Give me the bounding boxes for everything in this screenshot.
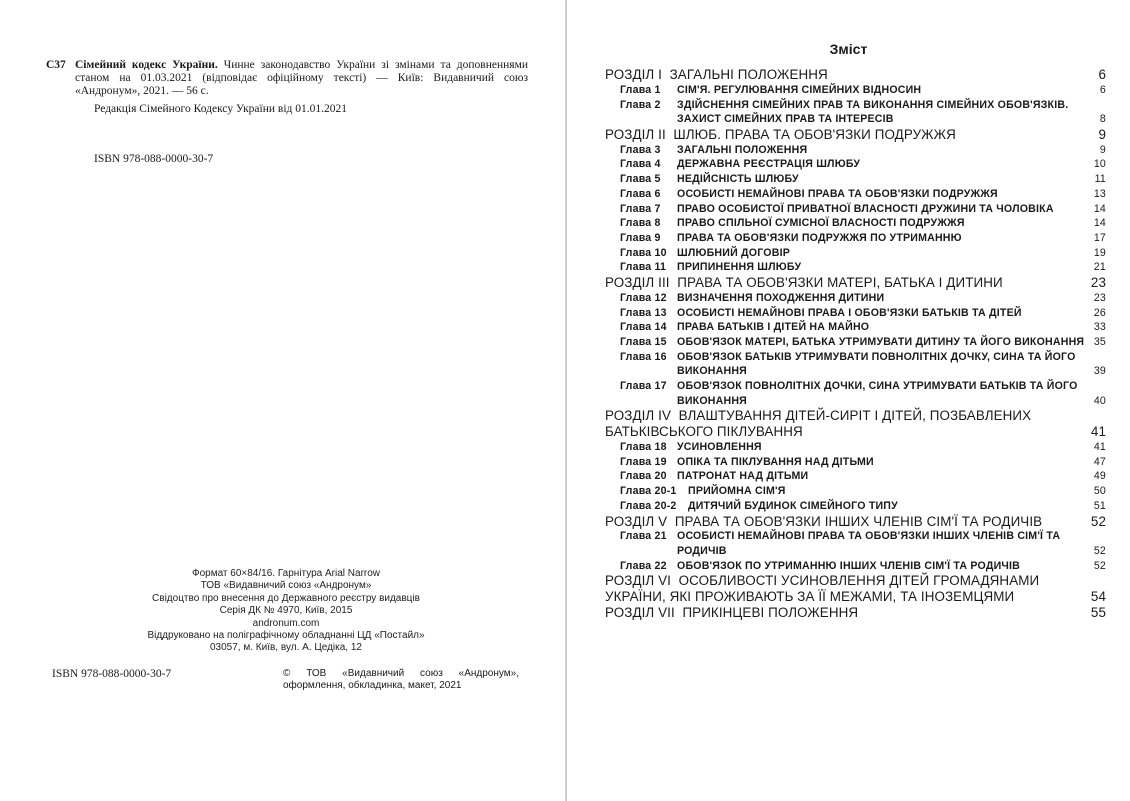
toc-chapter-label: Глава 7	[620, 202, 661, 215]
toc-section-label: РОЗДІЛ VI	[605, 573, 671, 589]
toc-chapter-title: ОБОВ'ЯЗОК БАТЬКІВ УТРИМУВАТИ ПОВНОЛІТНІХ ДОЧКУ, СИНА ТА ЙОГО ВИКОНАННЯ	[677, 350, 1076, 378]
copyright-sign: ©	[283, 668, 291, 679]
toc-chapter-entry	[605, 484, 1106, 499]
toc-chapter-entry	[605, 216, 1106, 231]
toc-section-title: ОСОБЛИВОСТІ УСИНОВЛЕННЯ ДІТЕЙ ГРОМАДЯНАМИ УКРАЇНИ, ЯКІ ПРОЖИВАЮТЬ ЗА ЇЇ МЕЖАМИ, ТА ІНОЗЕМЦЯМИ	[605, 573, 1044, 605]
toc-page-number: 19	[1093, 246, 1106, 259]
toc-page-number: 14	[1093, 217, 1106, 230]
toc-chapter-title: ПАТРОНАТ НАД ДІТЬМИ	[677, 470, 809, 483]
toc-section-entry	[605, 605, 1106, 621]
toc-chapter-text	[605, 469, 1088, 484]
toc-section-title: ПРАВА ТА ОБОВ'ЯЗКИ МАТЕРІ, БАТЬКА І ДИТИНИ	[669, 275, 1003, 291]
toc-chapter-label: Глава 4	[620, 158, 661, 171]
toc-section-entry	[605, 514, 1106, 530]
toc-section-text	[605, 514, 1085, 530]
toc-chapter-entry	[605, 559, 1106, 574]
toc-section-text	[605, 275, 1085, 291]
toc-chapter-entry	[605, 335, 1106, 350]
toc-page-number: 41	[1090, 424, 1106, 440]
toc-chapter-text	[605, 440, 1088, 455]
toc-chapter-text	[605, 187, 1088, 202]
toc-section-title: ПРАВА ТА ОБОВ'ЯЗКИ ІНШИХ ЧЛЕНІВ СІМ'Ї ТА РОДИЧІВ	[667, 513, 1043, 529]
toc-page-number: 33	[1093, 321, 1106, 334]
toc-section-title: ШЛЮБ. ПРАВА ТА ОБОВ'ЯЗКИ ПОДРУЖЖЯ	[665, 126, 956, 142]
toc-chapter-text	[605, 559, 1088, 574]
toc-chapter-text	[605, 260, 1088, 275]
toc-chapter-entry	[605, 379, 1106, 408]
toc-page-number: 21	[1093, 261, 1106, 274]
toc-chapter-entry	[605, 143, 1106, 158]
toc-page-number: 23	[1093, 291, 1106, 304]
toc-chapter-entry	[605, 529, 1106, 558]
toc-chapter-label: Глава 22	[620, 559, 667, 572]
toc-section-label: РОЗДІЛ IV	[605, 408, 671, 424]
toc-chapter-entry	[605, 499, 1106, 514]
toc-page-number: 54	[1090, 589, 1106, 605]
toc-section-entry	[605, 67, 1106, 83]
toc-chapter-text	[605, 216, 1088, 231]
toc-chapter-title: ОСОБИСТІ НЕМАЙНОВІ ПРАВА І ОБОВ'ЯЗКИ БАТЬКІВ ТА ДІТЕЙ	[677, 306, 1022, 319]
toc-page-number: 52	[1093, 545, 1106, 558]
toc-chapter-text	[605, 484, 1088, 499]
toc-chapter-label: Глава 8	[620, 217, 661, 230]
toc-section-title: ПРИКІНЦЕВІ ПОЛОЖЕННЯ	[674, 605, 859, 621]
toc-page-number: 9	[1099, 143, 1106, 156]
toc-chapter-title: ШЛЮБНИЙ ДОГОВІР	[677, 246, 790, 259]
toc-page-number: 6	[1099, 83, 1106, 96]
toc-chapter-label: Глава 6	[620, 187, 661, 200]
toc-chapter-label: Глава 15	[620, 335, 667, 348]
toc-chapter-label: Глава 13	[620, 306, 667, 319]
toc-chapter-label: Глава 19	[620, 455, 667, 468]
copyright-word: союз	[420, 668, 443, 679]
toc-chapter-label: Глава 20-1	[620, 485, 677, 498]
imprint-line: ТОВ «Видавничий союз «Андронум»	[200, 580, 372, 592]
copyright-line: оформлення, обкладинка, макет, 2021	[283, 680, 462, 692]
toc-chapter-title: ПРАВО СПІЛЬНОЇ СУМІСНОЇ ВЛАСНОСТІ ПОДРУЖЖЯ	[677, 217, 965, 230]
toc-chapter-title: НЕДІЙСНІСТЬ ШЛЮБУ	[677, 173, 799, 186]
toc-page-number: 39	[1093, 365, 1106, 378]
toc-page-number: 9	[1098, 126, 1106, 142]
isbn-bottom: ISBN 978-088-0000-30-7	[52, 668, 172, 680]
copyright-word: «Андронум»,	[458, 668, 519, 679]
toc-page-number: 17	[1093, 231, 1106, 244]
toc-chapter-text	[605, 350, 1088, 379]
toc-chapter-title: ЗАГАЛЬНІ ПОЛОЖЕННЯ	[677, 143, 808, 156]
toc-chapter-text	[605, 306, 1088, 321]
toc-page-number: 26	[1093, 306, 1106, 319]
copyright-block	[283, 668, 519, 693]
toc-page-number: 14	[1093, 202, 1106, 215]
toc-chapter-entry	[605, 187, 1106, 202]
toc-chapter-title: УСИНОВЛЕННЯ	[677, 441, 762, 454]
toc-chapter-label: Глава 16	[620, 350, 667, 363]
toc-chapter-title: СІМ'Я. РЕГУЛЮВАННЯ СІМЕЙНИХ ВІДНОСИН	[677, 83, 922, 96]
toc-chapter-entry	[605, 172, 1106, 187]
toc-page-number: 23	[1090, 275, 1106, 291]
toc-page-number: 50	[1093, 485, 1106, 498]
toc-section-label: РОЗДІЛ І	[605, 67, 662, 82]
catalog-title: Сімейний кодекс України.	[75, 59, 218, 71]
toc-chapter-label: Глава 21	[620, 530, 667, 543]
catalog-description-text: Чинне законодавство України зі змінами та доповненнями станом на 01.03.2021 (відповідає офіційному тексті) — Київ: Видавничий союз «Андронум», 2021. — 56 с.	[75, 59, 529, 97]
toc-chapter-title: ВИЗНАЧЕННЯ ПОХОДЖЕННЯ ДИТИНИ	[677, 291, 885, 304]
toc-chapter-text	[605, 98, 1094, 127]
toc-chapter-entry	[605, 440, 1106, 455]
toc-chapter-label: Глава 10	[620, 246, 667, 259]
toc-section-label: РОЗДІЛ V	[605, 513, 668, 529]
toc-section-text	[605, 573, 1085, 605]
toc-chapter-entry	[605, 350, 1106, 379]
toc-chapter-text	[605, 83, 1094, 98]
toc-chapter-entry	[605, 291, 1106, 306]
toc-chapter-entry	[605, 98, 1106, 127]
toc-chapter-entry	[605, 83, 1106, 98]
table-of-contents	[605, 67, 1106, 621]
toc-page-number: 52	[1090, 513, 1106, 529]
toc-chapter-entry	[605, 231, 1106, 246]
toc-section-entry	[605, 408, 1106, 440]
toc-section-entry	[605, 573, 1106, 605]
toc-chapter-text	[605, 320, 1088, 335]
catalog-description	[75, 59, 528, 98]
toc-page-number: 13	[1093, 187, 1106, 200]
toc-chapter-text	[605, 231, 1088, 246]
toc-page-number: 49	[1093, 470, 1106, 483]
toc-page-number: 11	[1094, 173, 1106, 186]
toc-chapter-label: Глава 18	[620, 441, 667, 454]
toc-chapter-title: ПРАВО ОСОБИСТОЇ ПРИВАТНОЇ ВЛАСНОСТІ ДРУЖИНИ ТА ЧОЛОВІКА	[677, 202, 1054, 215]
toc-chapter-title: ОСОБИСТІ НЕМАЙНОВІ ПРАВА ТА ОБОВ'ЯЗКИ ПОДРУЖЖЯ	[677, 187, 998, 200]
toc-chapter-label: Глава 20	[620, 470, 667, 483]
toc-section-text	[605, 605, 1085, 621]
toc-page-number: 10	[1093, 158, 1106, 171]
toc-chapter-text	[605, 455, 1088, 470]
copyright-word: ТОВ	[306, 668, 327, 679]
imprint-line: Віддруковано на поліграфічному обладнанні ЦД «Постайл»	[147, 630, 425, 642]
toc-chapter-text	[605, 172, 1089, 187]
toc-chapter-title: ПРАВА БАТЬКІВ І ДІТЕЙ НА МАЙНО	[677, 321, 870, 334]
copyright-word: «Видавничий	[342, 668, 405, 679]
toc-chapter-title: ОСОБИСТІ НЕМАЙНОВІ ПРАВА ТА ОБОВ'ЯЗКИ ІНШИХ ЧЛЕНІВ СІМ'Ї ТА РОДИЧІВ	[677, 530, 1061, 558]
toc-page-number: 41	[1093, 441, 1106, 454]
toc-chapter-text	[605, 499, 1088, 514]
toc-section-entry	[605, 127, 1106, 143]
imprint-line: 03057, м. Київ, вул. А. Цедіка, 12	[210, 642, 362, 654]
toc-section-text	[605, 408, 1085, 440]
redaction-note: Редакція Сімейного Кодексу України від 01.01.2021	[94, 103, 348, 115]
isbn-top: ISBN 978-088-0000-30-7	[94, 153, 214, 165]
toc-page-number: 40	[1093, 394, 1106, 407]
toc-chapter-title: ПРИПИНЕННЯ ШЛЮБУ	[677, 261, 802, 274]
toc-chapter-entry	[605, 157, 1106, 172]
toc-chapter-entry	[605, 469, 1106, 484]
catalog-code: С37	[46, 59, 66, 71]
toc-section-entry	[605, 275, 1106, 291]
imprint-line: Свідоцтво про внесення до Державного реєстру видавців	[152, 592, 420, 604]
toc-chapter-entry	[605, 260, 1106, 275]
toc-chapter-entry	[605, 202, 1106, 217]
toc-chapter-label: Глава 9	[620, 231, 661, 244]
toc-chapter-label: Глава 17	[620, 380, 667, 393]
toc-chapter-title: ПРИЙОМНА СІМ'Я	[688, 485, 786, 498]
toc-chapter-title: ЗДІЙСНЕННЯ СІМЕЙНИХ ПРАВ ТА ВИКОНАННЯ СІМЕЙНИХ ОБОВ'ЯЗКІВ. ЗАХИСТ СІМЕЙНИХ ПРАВ ТА ІНТЕРЕСІВ	[677, 98, 1069, 126]
toc-chapter-text	[605, 202, 1088, 217]
imprint-line: andronum.com	[252, 617, 320, 629]
toc-section-text	[605, 127, 1092, 143]
toc-section-text	[605, 67, 1092, 83]
toc-chapter-text	[605, 157, 1088, 172]
toc-page-number: 52	[1093, 559, 1106, 572]
toc-page-number: 51	[1093, 499, 1106, 512]
toc-section-title: ВЛАШТУВАННЯ ДІТЕЙ-СИРІТ І ДІТЕЙ, ПОЗБАВЛЕНИХ БАТЬКІВСЬКОГО ПІКЛУВАННЯ	[605, 408, 1035, 440]
toc-page-number: 8	[1099, 113, 1106, 126]
toc-chapter-text	[605, 143, 1094, 158]
imprint-block	[100, 568, 472, 655]
imprint-line: Серія ДК № 4970, Київ, 2015	[219, 605, 353, 617]
toc-chapter-text	[605, 291, 1088, 306]
toc-chapter-label: Глава 2	[620, 98, 661, 111]
toc-section-title: ЗАГАЛЬНІ ПОЛОЖЕННЯ	[661, 67, 828, 82]
toc-chapter-label: Глава 1	[620, 83, 661, 96]
toc-page-number: 6	[1098, 67, 1106, 82]
toc-chapter-label: Глава 12	[620, 291, 667, 304]
toc-chapter-label: Глава 20-2	[620, 499, 677, 512]
toc-chapter-entry	[605, 246, 1106, 261]
toc-chapter-label: Глава 3	[620, 143, 661, 156]
toc-section-label: РОЗДІЛ VII	[605, 605, 675, 621]
toc-section-label: РОЗДІЛ ІІІ	[605, 275, 670, 291]
toc-chapter-text	[605, 379, 1088, 408]
toc-chapter-title: ДЕРЖАВНА РЕЄСТРАЦІЯ ШЛЮБУ	[677, 158, 861, 171]
toc-chapter-entry	[605, 306, 1106, 321]
toc-chapter-label: Глава 14	[620, 321, 667, 334]
toc-title: Зміст	[829, 41, 868, 57]
toc-chapter-entry	[605, 320, 1106, 335]
toc-chapter-title: ПРАВА ТА ОБОВ'ЯЗКИ ПОДРУЖЖЯ ПО УТРИМАННЮ	[677, 231, 962, 244]
imprint-line: Формат 60×84/16. Гарнітура Arial Narrow	[191, 568, 381, 579]
toc-page-number: 55	[1090, 605, 1106, 621]
toc-chapter-title: ОПІКА ТА ПІКЛУВАННЯ НАД ДІТЬМИ	[677, 455, 874, 468]
catalog-block	[46, 59, 528, 98]
toc-chapter-text	[605, 246, 1088, 261]
toc-section-label: РОЗДІЛ ІІ	[605, 126, 666, 142]
toc-chapter-text	[605, 529, 1088, 558]
toc-chapter-label: Глава 5	[620, 173, 661, 186]
toc-chapter-title: ОБОВ'ЯЗОК ПО УТРИМАННЮ ІНШИХ ЧЛЕНІВ СІМ'Ї ТА РОДИЧІВ	[677, 559, 1021, 572]
toc-chapter-entry	[605, 455, 1106, 470]
toc-chapter-title: ОБОВ'ЯЗОК МАТЕРІ, БАТЬКА УТРИМУВАТИ ДИТИНУ ТА ЙОГО ВИКОНАННЯ	[677, 335, 1085, 348]
toc-chapter-title: ОБОВ'ЯЗОК ПОВНОЛІТНІХ ДОЧКИ, СИНА УТРИМУВАТИ БАТЬКІВ ТА ЙОГО ВИКОНАННЯ	[677, 380, 1078, 407]
toc-page-number: 47	[1093, 455, 1106, 468]
toc-chapter-label: Глава 11	[620, 261, 667, 274]
toc-chapter-title: ДИТЯЧИЙ БУДИНОК СІМЕЙНОГО ТИПУ	[688, 499, 898, 512]
toc-chapter-text	[605, 335, 1088, 350]
toc-page-number: 35	[1093, 335, 1106, 348]
